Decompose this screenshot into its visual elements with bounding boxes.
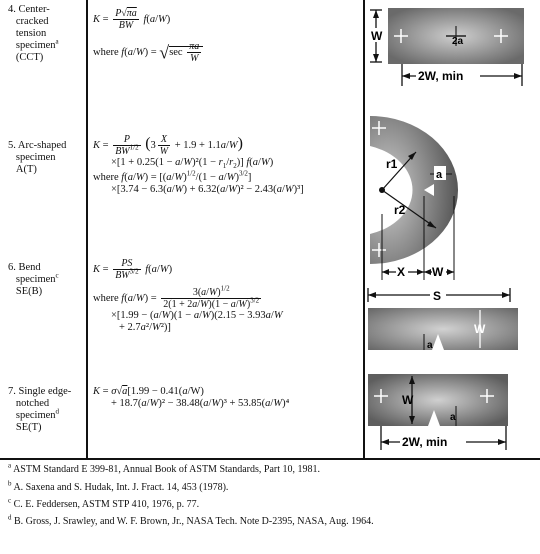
footnote-mark: c <box>8 496 12 505</box>
specimen-name-at <box>8 140 84 176</box>
specimen-title: Center- cracked tension specimen$^a$ <box>8 4 59 51</box>
row-number: 5. <box>8 140 16 151</box>
equation-set <box>93 386 361 410</box>
equation-line: where f(a/W) = √sec $\frac{\pi a}{W}$ <box>93 41 361 64</box>
footnote-ref: c <box>55 271 59 280</box>
arc-a-label: a <box>436 169 443 181</box>
column-divider-left <box>86 0 88 458</box>
cct-2w-label: 2W, min <box>418 69 464 83</box>
equation-at <box>93 134 361 196</box>
equation-line: K = $\frac{P√\pi a}{BW}$ f(a/W) <box>93 8 171 31</box>
specimen-abbrev: SE(B) <box>15 286 43 297</box>
bend-beam <box>368 308 518 350</box>
figure-arc <box>364 104 540 284</box>
arc-r1-label: r1 <box>386 157 398 171</box>
footnote-c <box>8 496 533 511</box>
equation-line: K = $\frac{P}{BW^{1/2}}$ (3 $\frac{X}{W}$ + 1.9 + 1.1a/W) <box>93 134 243 157</box>
figure-cct <box>364 0 540 100</box>
specimen-abbrev: A(T) <box>15 164 37 175</box>
sen-w-label: W <box>402 393 414 407</box>
equation-line: $\times[1 + 0.25(1 - a/W)^2(1 - r_1/r_2)]$ f(a/W) <box>111 157 274 171</box>
specimen-name-seb <box>8 262 84 298</box>
footnote-mark: d <box>8 513 12 522</box>
footnote-ref: d <box>55 407 60 416</box>
bend-a-label: a <box>427 340 433 351</box>
equation-line: K = $\frac{PS}{BW^{3/2}}$ f(a/W) <box>93 258 173 281</box>
equation-line: ×[3.74 − 6.3(a/W) + 6.32(a/W)² − 2.43(a/W)³] <box>111 184 304 196</box>
equation-line: K = σ√a[1.99 − 0.41(a/W) <box>93 386 204 397</box>
bend-w-label: W <box>474 322 486 336</box>
arc-w-label: W <box>432 265 444 279</box>
row-number: 4. <box>8 4 16 15</box>
footnote-ref: a <box>55 37 59 46</box>
sen-2w-label: 2W, min <box>402 435 448 449</box>
footnote-d <box>8 513 533 528</box>
sen-a-label: a <box>450 412 456 423</box>
specimen-abbrev: (CCT) <box>15 52 44 63</box>
equation-line: where $f(a/W) = [(a/W)^{1/2}/(1 - a/W)^{3/2}]$ <box>93 169 252 184</box>
footnote-mark: a <box>8 461 12 470</box>
footnote-text: C. E. Feddersen, ASTM STP 410, 1976, p. 77. <box>13 499 200 510</box>
row-number: 6. <box>8 262 16 273</box>
arc-r2-label: r2 <box>394 203 406 217</box>
arc-x-label: X <box>397 265 406 279</box>
cct-w-label: W <box>371 29 383 43</box>
footnote-mark: b <box>8 479 12 488</box>
equation-line: + 18.7(a/W)² − 38.48(a/W)³ + 53.85(a/W)⁴ <box>111 398 290 409</box>
footnote-a <box>8 461 533 476</box>
table-bottom-rule <box>0 458 540 460</box>
footnote-text: ASTM Standard E 399-81, Annual Book of ASTM Standards, Part 10, 1981. <box>13 464 320 475</box>
equation-seb <box>93 258 361 334</box>
equation-line: ×[1.99 − (a/W)(1 − a/W)(2.15 − 3.93a/W <box>111 310 283 321</box>
figure-bend <box>364 286 540 354</box>
figure-sen <box>364 370 540 454</box>
footnote-b <box>8 479 533 494</box>
equation-line: + 2.7a²/W²)] <box>119 322 171 333</box>
specimen-abbrev: SE(T) <box>15 422 42 433</box>
footnote-text: A. Saxena and S. Hudak, Int. J. Fract. 14, 453 (1978). <box>13 482 229 493</box>
specimen-title: Single edge- notched specimen$^d$ <box>8 386 72 421</box>
row-number: 7. <box>8 386 16 397</box>
specimen-name-cct <box>8 4 84 64</box>
specimen-name-set <box>8 386 84 434</box>
specimen-title: Bend specimen$^c$ <box>8 262 59 285</box>
footnote-text: B. Gross, J. Srawley, and W. F. Brown, Jr., NASA Tech. Note D-2395, NASA, Aug. 1964. <box>14 516 374 527</box>
cct-2a-label: 2a <box>452 36 464 47</box>
bend-s-label: S <box>433 289 442 303</box>
equation-line: where f(a/W) = $\frac{3(a/W)^{1/2}}{2(1 + 2a/W)(1 - a/W)^{3/2}}$ <box>93 284 260 310</box>
specimen-title: Arc-shaped specimen <box>8 140 67 163</box>
equation-cct <box>93 8 361 64</box>
